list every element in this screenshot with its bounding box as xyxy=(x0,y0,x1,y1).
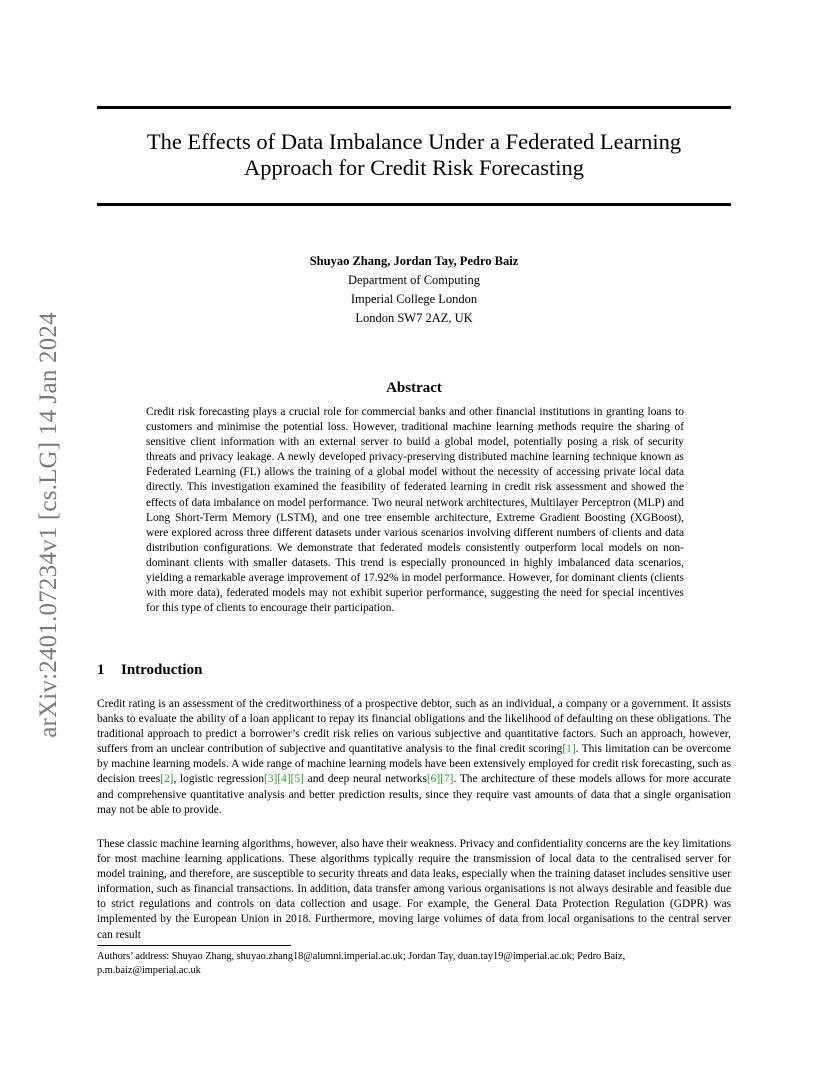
citation-link[interactable]: [7] xyxy=(440,773,454,786)
citation-link[interactable]: [4] xyxy=(277,773,291,786)
citation-link[interactable]: [5] xyxy=(290,773,304,786)
paper-title xyxy=(97,129,731,181)
text-run: , logistic regression xyxy=(173,773,265,786)
text-run: . This limitation can be overcome by machine learning models. A wide range of machine learning models have been extensively employed for credit risk forecasting, such as decision trees xyxy=(97,743,731,786)
text-run: and deep neural networks xyxy=(303,773,427,786)
author-block xyxy=(97,252,731,328)
section-title: Introduction xyxy=(121,662,203,678)
author-address: London SW7 2AZ, UK xyxy=(355,311,473,325)
author-institution: Imperial College London xyxy=(350,292,478,306)
citation-link[interactable]: [1] xyxy=(562,743,576,756)
title-line-2: Approach for Credit Risk Forecasting xyxy=(244,155,584,180)
abstract-heading: Abstract xyxy=(386,380,442,396)
title-rule-bottom xyxy=(97,203,731,206)
abstract-text: Credit risk forecasting plays a crucial role for commercial banks and other financial institutions in granting loans to customers and minimise the potential loss. However, traditional machine learning methods require the sharing of sensitive client information with an external server to build a global model, potentially posing a risk of security threats and privacy leakage. A newly developed privacy-preserving distributed machine learning technique known as Federated Learning (FL) allows the training of a global model without the necessity of accessing private local data directly. This investigation examined the feasibility of federated learning in credit risk assessment and showed the effects of data imbalance on model performance. Two neural network architectures, Multilayer Perceptron (MLP) and Long Short-Term Memory (LSTM), and one tree ensemble architecture, Extreme Gradient Boosting (XGBoost), were explored across three different datasets under various scenarios involving different numbers of clients and data distribution configurations. We demonstrate that federated models consistently outperform local models on non-dominant clients with smaller datasets. This trend is especially pronounced in highly imbalanced data scenarios, yielding a remarkable average improvement of 17.92% in model performance. However, for dominant clients (clients with more data), federated models may not exhibit superior performance, suggesting the need for special incentives for this type of clients to encourage their participation. xyxy=(146,406,684,615)
author-names: Shuyao Zhang, Jordan Tay, Pedro Baiz xyxy=(309,254,519,268)
footnote-rule xyxy=(97,945,291,946)
arxiv-side-label: arXiv:2401.07234v1 [cs.LG] 14 Jan 2024 xyxy=(35,312,62,738)
intro-paragraph-2: These classic machine learning algorithms, however, also have their weakness. Privacy and confidentiality concerns are the key limitations for most machine learning applications. These algorithms typically require the transmission of local data to the centralised server for model training, and therefore, are susceptible to security threats and data leaks, especially when the training dataset includes sensitive user information, such as financial transactions. In addition, data transfer among various organisations is not always desirable and feasible due to strict regulations and controls on data collection and usage. For example, the General Data Protection Regulation (GDPR) was implemented by the European Union in 2018. Furthermore, moving large volumes of data from local organisations to the central server can result xyxy=(97,838,731,941)
title-rule-top xyxy=(97,106,731,109)
citation-link[interactable]: [3] xyxy=(264,773,278,786)
citation-link[interactable]: [6] xyxy=(426,773,441,786)
author-department: Department of Computing xyxy=(348,273,480,287)
section-heading-introduction xyxy=(97,662,202,679)
section-number: 1 xyxy=(97,662,105,678)
text-run: . The architecture of these models allows for more accurate and comprehensive quantitative analysis and better prediction results, since they require vast amounts of data that a single organisation may not be able to provide. xyxy=(97,773,731,816)
footnote-authors-address: Authors’ address: Shuyao Zhang, shuyao.zhang18@alumni.imperial.ac.uk; Jordan Tay, duan.tay19@imperial.ac.uk; Pedro Baiz, p.m.baiz@imperial.ac.uk xyxy=(97,951,626,976)
title-line-1: The Effects of Data Imbalance Under a Federated Learning xyxy=(146,129,682,154)
text-run: Credit rating is an assessment of the creditworthiness of a prospective debtor, such as an individual, a company or a government. It assists banks to evaluate the ability of a loan applicant to repay its financial obligations and the likelihood of defaulting on these obligations. The traditional approach to predict a borrower’s credit risk relies on various subjective and quantitative factors. Such an approach, however, suffers from an unclear contribution of subjective and quantitative analysis to the final credit scoring xyxy=(97,698,731,756)
intro-paragraph-1 xyxy=(97,697,731,818)
citation-link[interactable]: [2] xyxy=(160,773,174,786)
